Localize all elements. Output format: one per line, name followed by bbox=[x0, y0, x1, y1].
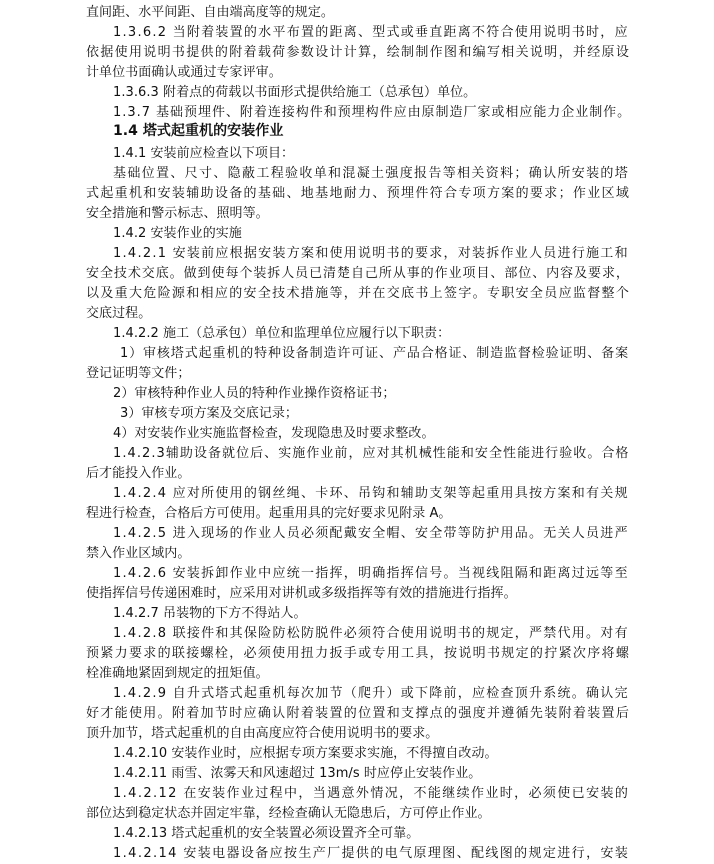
text-line: 1.3.6.2 当附着装置的水平布置的距离、型式或垂直距离不符合使用说明书时，应 bbox=[113, 25, 629, 40]
text-line: 1.4.2.10 安装作业时，应根据专项方案要求实施，不得擅自改动。 bbox=[113, 746, 498, 761]
text-line: 1.4.2.7 吊装物的下方不得站人。 bbox=[113, 606, 307, 621]
text-line: 后才能投入作业。 bbox=[86, 466, 191, 481]
text-line: 1.4.2.4 应对所使用的钢丝绳、卡环、吊钩和辅助支架等起重用具按方案和有关规 bbox=[113, 486, 629, 501]
text-line: 使指挥信号传递困难时，应采用对讲机或多级指挥等有效的措施进行指挥。 bbox=[86, 586, 517, 601]
text-line: 安全技术交底。做到使每个装拆人员已清楚自己所从事的作业项目、部位、内容及要求， bbox=[86, 266, 630, 281]
text-line: 计单位书面确认或通过专家评审。 bbox=[86, 65, 282, 80]
text-line: 基础位置、尺寸、隐蔽工程验收单和混凝土强度报告等相关资料；确认所安装的塔 bbox=[113, 166, 630, 181]
text-line: 1.4.2.5 进入现场的作业人员必须配戴安全帽、安全带等防护用品。无关人员进严 bbox=[113, 526, 629, 541]
text-line: 1.3.7 基础预埋件、附着连接构件和预埋构件应由原制造厂家或相应能力企业制作。 bbox=[113, 105, 632, 120]
text-line: 1.4.2.2 施工（总承包）单位和监理单位应履行以下职责： bbox=[113, 326, 451, 341]
text-line: 1）审核塔式起重机的特种设备制造许可证、产品合格证、制造监督检验证明、备案 bbox=[120, 346, 629, 361]
text-line: 1.4.2 安装作业的实施 bbox=[113, 226, 242, 241]
text-line: 式起重机和安装辅助设备的基础、地基地耐力、预埋件符合专项方案的要求；作业区域 bbox=[86, 186, 631, 201]
text-line: 以及重大危险源和相应的安全技术措施等，并在交底书上签字。专职安全员应监督整个 bbox=[86, 286, 631, 301]
text-line: 直间距、水平间距、自由端高度等的规定。 bbox=[86, 5, 334, 20]
text-line: 禁入作业区域内。 bbox=[86, 546, 191, 561]
text-line: 1.4.2.13 塔式起重机的安全装置必须设置齐全可靠。 bbox=[113, 826, 420, 841]
section-heading: 1.4 塔式起重机的安装作业 bbox=[113, 123, 284, 139]
text-line: 部位达到稳定状态并固定牢靠，经检查确认无隐患后，方可停止作业。 bbox=[86, 806, 491, 821]
text-line: 1.4.2.1 安装前应根据安装方案和使用说明书的要求，对装拆作业人员进行施工和 bbox=[113, 246, 629, 261]
text-line: 1.4.2.6 安装拆卸作业中应统一指挥，明确指挥信号。当视线阻隔和距离过远等至 bbox=[113, 566, 629, 581]
text-line: 1.4.2.3辅助设备就位后、实施作业前，应对其机械性能和安全性能进行验收。合格 bbox=[113, 446, 630, 461]
text-line: 3）审核专项方案及交底记录； bbox=[120, 406, 298, 421]
text-line: 2）审核特种作业人员的特种作业操作资格证书； bbox=[113, 386, 396, 401]
text-line: 栓准确地紧固到规定的扭矩值。 bbox=[86, 666, 269, 681]
text-line: 1.4.2.12 在安装作业过程中，当遇意外情况，不能继续作业时，必须使已安装的 bbox=[113, 786, 630, 801]
text-line: 1.4.1 安装前应检查以下项目： bbox=[113, 146, 295, 161]
text-line: 1.3.6.3 附着点的荷载以书面形式提供给施工（总承包）单位。 bbox=[113, 85, 477, 100]
text-line: 预紧力要求的联接螺栓，必须使用扭力扳手或专用工具，按说明书规定的拧紧次序将螺 bbox=[86, 646, 631, 661]
text-line: 好才能使用。附着加节时应确认附着装置的位置和支撑点的强度并遵循先装附着装置后 bbox=[86, 706, 631, 721]
text-line: 登记证明等文件； bbox=[86, 366, 191, 381]
text-line: 1.4.2.9 自升式塔式起重机每次加节（爬升）或下降前，应检查顶升系统。确认完 bbox=[113, 686, 629, 701]
text-line: 安全措施和警示标志、照明等。 bbox=[86, 206, 269, 221]
text-line: 1.4.2.11 雨雪、浓雾天和风速超过 13m/s 时应停止安装作业。 bbox=[113, 766, 482, 781]
text-line: 程进行检查，合格后方可使用。起重用具的完好要求见附录 A。 bbox=[86, 506, 452, 521]
text-line: 4）对安装作业实施监督检查，发现隐患及时要求整改。 bbox=[113, 426, 435, 441]
text-line: 交底过程。 bbox=[86, 306, 152, 321]
text-line: 1.4.2.8 联接件和其保险防松防脱件必须符合使用说明书的规定，严禁代用。对有 bbox=[113, 626, 629, 641]
text-line: 顶升加节，塔式起重机的自由高度应符合使用说明书的要求。 bbox=[86, 726, 439, 741]
text-line: 依据使用说明书提供的附着载荷参数设计计算，绘制制作图和编写相关说明，并经原设 bbox=[86, 45, 631, 60]
text-line: 1.4.2.14 安装电器设备应按生产厂提供的电气原理图、配线图的规定进行，安装 bbox=[113, 846, 630, 861]
